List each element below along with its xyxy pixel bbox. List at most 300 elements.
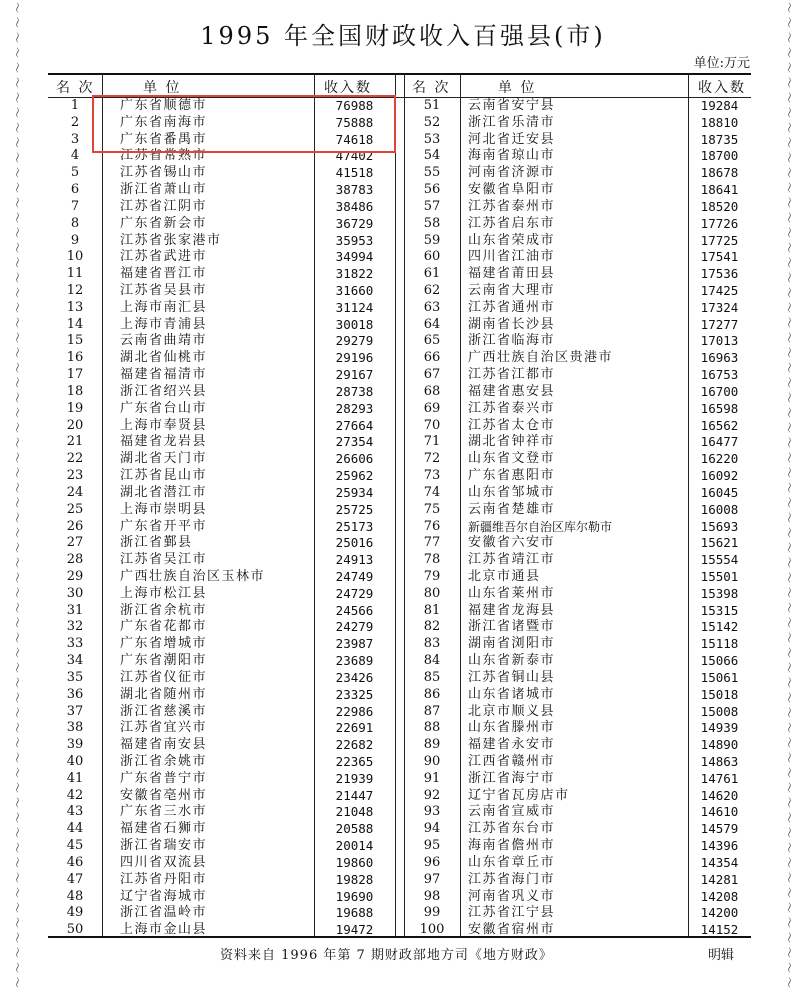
revenue-cell: 18735 <box>700 131 739 147</box>
unit-name-cell: 福建省晋江市 <box>120 266 208 282</box>
source-note: 资料来自 1996 年第 7 期财政部地方司《地方财政》 <box>220 948 553 963</box>
revenue-cell: 21939 <box>335 770 374 786</box>
table-row <box>48 401 395 418</box>
revenue-cell: 28293 <box>335 400 374 416</box>
table-row <box>48 535 395 552</box>
revenue-cell: 16477 <box>700 434 739 450</box>
table-row <box>48 872 395 889</box>
rank-cell: 64 <box>423 316 441 332</box>
table-row <box>48 317 395 334</box>
revenue-cell: 23325 <box>335 686 374 702</box>
revenue-cell: 26606 <box>335 451 374 467</box>
rank-cell: 53 <box>423 131 441 147</box>
revenue-cell: 24913 <box>335 552 374 568</box>
rank-cell: 14 <box>66 316 84 332</box>
rank-cell: 9 <box>70 232 80 248</box>
table-row <box>404 249 751 266</box>
rank-cell: 12 <box>66 283 84 299</box>
unit-name-cell: 浙江省鄞县 <box>120 535 193 551</box>
rank-cell: 59 <box>423 232 441 248</box>
revenue-cell: 38486 <box>335 198 374 214</box>
unit-name-cell: 上海市奉贤县 <box>120 417 208 433</box>
unit-name-cell: 江苏省宜兴市 <box>120 720 208 736</box>
unit-name-cell: 福建省龙岩县 <box>120 434 208 450</box>
unit-name-cell: 湖北省钟祥市 <box>468 434 556 450</box>
table-row <box>404 384 751 401</box>
unit-name-cell: 广西壮族自治区贵港市 <box>468 350 614 366</box>
revenue-cell: 25962 <box>335 468 374 484</box>
table-row <box>404 233 751 250</box>
header-rank-right: 名 次 <box>412 80 451 96</box>
revenue-cell: 14200 <box>700 905 739 921</box>
revenue-cell: 15501 <box>700 568 739 584</box>
revenue-cell: 16753 <box>700 367 739 383</box>
rank-cell: 24 <box>66 484 84 500</box>
unit-name-cell: 浙江省温岭市 <box>120 905 208 921</box>
unit-name-cell: 广东省开平市 <box>120 518 208 534</box>
table-row <box>48 418 395 435</box>
table-row <box>404 485 751 502</box>
rank-cell: 54 <box>423 148 441 164</box>
table-row <box>48 838 395 855</box>
table-row <box>404 434 751 451</box>
revenue-cell: 17726 <box>700 215 739 231</box>
unit-name-cell: 江苏省泰州市 <box>468 198 556 214</box>
revenue-cell: 75888 <box>335 114 374 130</box>
unit-name-cell: 江苏省锡山市 <box>120 165 208 181</box>
unit-name-cell: 山东省章丘市 <box>468 854 556 870</box>
rank-cell: 45 <box>66 838 84 854</box>
unit-name-cell: 江苏省常熟市 <box>120 148 208 164</box>
rank-cell: 51 <box>423 98 441 113</box>
unit-name-cell: 广东省潮阳市 <box>120 653 208 669</box>
table-row <box>48 451 395 468</box>
unit-name-cell: 湖北省潜江市 <box>120 484 208 500</box>
table-row <box>48 754 395 771</box>
unit-name-cell: 福建省南安县 <box>120 737 208 753</box>
unit-name-cell: 福建省福清市 <box>120 367 208 383</box>
revenue-cell: 17013 <box>700 333 739 349</box>
unit-name-cell: 江苏省吴县市 <box>120 283 208 299</box>
unit-name-cell: 安徽省阜阳市 <box>468 182 556 198</box>
rank-cell: 62 <box>423 283 441 299</box>
rank-cell: 85 <box>423 669 441 685</box>
revenue-cell: 15066 <box>700 653 739 669</box>
revenue-cell: 18641 <box>700 182 739 198</box>
revenue-cell: 31822 <box>335 266 374 282</box>
table-row <box>404 350 751 367</box>
unit-name-cell: 福建省惠安县 <box>468 383 556 399</box>
revenue-cell: 16963 <box>700 350 739 366</box>
header-revenue-right: 收入数 <box>698 80 746 96</box>
rank-cell: 29 <box>66 568 84 584</box>
rank-cell: 46 <box>66 854 84 870</box>
table-row <box>404 821 751 838</box>
revenue-cell: 25016 <box>335 535 374 551</box>
revenue-cell: 15398 <box>700 585 739 601</box>
unit-name-cell: 广东省顺德市 <box>120 98 208 113</box>
unit-name-cell: 山东省诸城市 <box>468 686 556 702</box>
revenue-cell: 24749 <box>335 568 374 584</box>
table-row <box>404 535 751 552</box>
table-row <box>404 737 751 754</box>
table-row <box>404 418 751 435</box>
revenue-cell: 15061 <box>700 669 739 685</box>
rank-cell: 5 <box>70 165 80 181</box>
unit-name-cell: 云南省安宁县 <box>468 98 556 113</box>
revenue-cell: 18810 <box>700 114 739 130</box>
revenue-cell: 25173 <box>335 518 374 534</box>
table-row <box>48 249 395 266</box>
table-row <box>48 233 395 250</box>
table-row <box>48 889 395 906</box>
table-row <box>48 905 395 922</box>
rank-cell: 1 <box>70 98 80 113</box>
table-row <box>404 468 751 485</box>
unit-name-cell: 江苏省武进市 <box>120 249 208 265</box>
unit-name-cell: 云南省楚雄市 <box>468 501 556 517</box>
table-row <box>48 199 395 216</box>
rank-cell: 89 <box>423 737 441 753</box>
rank-cell: 35 <box>66 669 84 685</box>
unit-name-cell: 云南省曲靖市 <box>120 333 208 349</box>
unit-name-cell: 海南省琼山市 <box>468 148 556 164</box>
unit-name-cell: 湖北省天门市 <box>120 451 208 467</box>
header-name-right: 单 位 <box>498 80 537 96</box>
revenue-cell: 35953 <box>335 232 374 248</box>
unit-name-cell: 江苏省靖江市 <box>468 552 556 568</box>
rank-cell: 47 <box>66 871 84 887</box>
unit-name-cell: 江苏省太仓市 <box>468 417 556 433</box>
rank-cell: 42 <box>66 787 84 803</box>
table-row <box>404 266 751 283</box>
header-rank-left: 名 次 <box>56 80 95 96</box>
table-row <box>48 670 395 687</box>
revenue-cell: 23987 <box>335 636 374 652</box>
rank-cell: 72 <box>423 451 441 467</box>
unit-name-cell: 安徽省六安市 <box>468 535 556 551</box>
unit-name-cell: 广西壮族自治区玉林市 <box>120 568 266 584</box>
rank-cell: 3 <box>70 131 80 147</box>
unit-name-cell: 河南省济源市 <box>468 165 556 181</box>
revenue-cell: 27354 <box>335 434 374 450</box>
revenue-cell: 18678 <box>700 165 739 181</box>
rank-cell: 20 <box>66 417 84 433</box>
rank-cell: 63 <box>423 299 441 315</box>
unit-name-cell: 河南省巩义市 <box>468 888 556 904</box>
table-row <box>404 872 751 889</box>
unit-name-cell: 浙江省绍兴县 <box>120 383 208 399</box>
table-row <box>404 451 751 468</box>
revenue-cell: 41518 <box>335 165 374 181</box>
table-row <box>404 855 751 872</box>
unit-name-cell: 福建省龙海县 <box>468 602 556 618</box>
rank-cell: 97 <box>423 871 441 887</box>
unit-name-cell: 江苏省江阴市 <box>120 198 208 214</box>
rank-cell: 92 <box>423 787 441 803</box>
revenue-cell: 14939 <box>700 720 739 736</box>
table-row <box>48 720 395 737</box>
revenue-cell: 29196 <box>335 350 374 366</box>
revenue-cell: 14354 <box>700 854 739 870</box>
unit-name-cell: 浙江省萧山市 <box>120 182 208 198</box>
rank-cell: 36 <box>66 686 84 702</box>
rank-cell: 57 <box>423 198 441 214</box>
unit-name-cell: 浙江省慈溪市 <box>120 703 208 719</box>
unit-name-cell: 上海市崇明县 <box>120 501 208 517</box>
rank-cell: 34 <box>66 653 84 669</box>
table-row <box>48 283 395 300</box>
rank-cell: 37 <box>66 703 84 719</box>
rank-cell: 78 <box>423 552 441 568</box>
revenue-cell: 25725 <box>335 501 374 517</box>
unit-name-cell: 江苏省丹阳市 <box>120 871 208 887</box>
rank-cell: 99 <box>423 905 441 921</box>
table-row <box>48 636 395 653</box>
table-row <box>404 401 751 418</box>
revenue-cell: 34994 <box>335 249 374 265</box>
unit-name-cell: 辽宁省瓦房店市 <box>468 787 570 803</box>
revenue-cell: 29279 <box>335 333 374 349</box>
rank-cell: 71 <box>423 434 441 450</box>
table-row <box>48 804 395 821</box>
revenue-cell: 76988 <box>335 98 374 113</box>
table-row <box>404 603 751 620</box>
revenue-cell: 19284 <box>700 98 739 113</box>
table-row <box>404 636 751 653</box>
revenue-cell: 20588 <box>335 821 374 837</box>
rank-cell: 50 <box>66 922 84 938</box>
table-row <box>404 283 751 300</box>
table-row <box>48 434 395 451</box>
unit-name-cell: 浙江省瑞安市 <box>120 838 208 854</box>
rank-cell: 32 <box>66 619 84 635</box>
unit-name-cell: 辽宁省海城市 <box>120 888 208 904</box>
rank-cell: 98 <box>423 888 441 904</box>
rank-cell: 41 <box>66 770 84 786</box>
revenue-cell: 27664 <box>335 417 374 433</box>
revenue-cell: 17541 <box>700 249 739 265</box>
unit-name-cell: 江苏省吴江市 <box>120 552 208 568</box>
revenue-cell: 22986 <box>335 703 374 719</box>
revenue-cell: 15018 <box>700 686 739 702</box>
table-row <box>48 165 395 182</box>
revenue-cell: 16598 <box>700 400 739 416</box>
rank-cell: 80 <box>423 585 441 601</box>
table-row <box>404 704 751 721</box>
revenue-cell: 19690 <box>335 888 374 904</box>
unit-name-cell: 江苏省昆山市 <box>120 468 208 484</box>
revenue-cell: 17277 <box>700 316 739 332</box>
table-row <box>48 771 395 788</box>
revenue-cell: 28738 <box>335 383 374 399</box>
rank-cell: 44 <box>66 821 84 837</box>
rank-cell: 79 <box>423 568 441 584</box>
page-title: 1995 年全国财政收入百强县(市) <box>200 22 606 50</box>
unit-name-cell: 上海市金山县 <box>120 922 208 938</box>
unit-name-cell: 安徽省亳州市 <box>120 787 208 803</box>
unit-name-cell: 江苏省铜山县 <box>468 669 556 685</box>
unit-name-cell: 湖南省浏阳市 <box>468 636 556 652</box>
table-row <box>404 502 751 519</box>
rank-cell: 49 <box>66 905 84 921</box>
unit-label: 单位:万元 <box>693 56 750 71</box>
table-row <box>404 148 751 165</box>
rank-cell: 13 <box>66 299 84 315</box>
rank-cell: 75 <box>423 501 441 517</box>
unit-name-cell: 四川省江油市 <box>468 249 556 265</box>
rank-cell: 58 <box>423 215 441 231</box>
table-row <box>48 216 395 233</box>
revenue-cell: 30018 <box>335 316 374 332</box>
table-row <box>404 300 751 317</box>
table-row <box>404 519 751 536</box>
rank-cell: 70 <box>423 417 441 433</box>
table-row <box>48 653 395 670</box>
table-row <box>48 687 395 704</box>
revenue-cell: 15554 <box>700 552 739 568</box>
revenue-cell: 14863 <box>700 753 739 769</box>
right-border-decoration: 〜 〜 〜 〜 〜 〜 〜 〜 〜 〜 〜 〜 〜 〜 〜 〜 〜 〜 〜 〜 〜 〜 〜 〜 〜 〜 〜 〜 〜 〜 〜 〜 〜 〜 〜 〜 〜 〜 〜 〜 〜 〜 〜 〜 〜 〜 〜 〜 〜 〜 〜 〜 〜 〜 〜 〜 〜 〜 〜 〜 〜 〜 〜 〜 〜 〜 <box>782 2 796 988</box>
table-row <box>48 350 395 367</box>
unit-name-cell: 江苏省东台市 <box>468 821 556 837</box>
table-row <box>48 603 395 620</box>
rank-cell: 22 <box>66 451 84 467</box>
rank-cell: 28 <box>66 552 84 568</box>
unit-name-cell: 山东省文登市 <box>468 451 556 467</box>
rank-cell: 90 <box>423 753 441 769</box>
table-row <box>404 317 751 334</box>
revenue-cell: 16562 <box>700 417 739 433</box>
unit-name-cell: 广东省惠阳市 <box>468 468 556 484</box>
rank-cell: 84 <box>423 653 441 669</box>
rank-cell: 77 <box>423 535 441 551</box>
revenue-cell: 36729 <box>335 215 374 231</box>
revenue-cell: 14152 <box>700 922 739 938</box>
revenue-cell: 18700 <box>700 148 739 164</box>
table-row <box>404 653 751 670</box>
rank-cell: 66 <box>423 350 441 366</box>
revenue-cell: 14761 <box>700 770 739 786</box>
table-row <box>404 552 751 569</box>
rank-cell: 19 <box>66 400 84 416</box>
unit-name-cell: 福建省莆田县 <box>468 266 556 282</box>
revenue-cell: 15621 <box>700 535 739 551</box>
rank-cell: 68 <box>423 383 441 399</box>
revenue-cell: 15008 <box>700 703 739 719</box>
unit-name-cell: 江苏省江都市 <box>468 367 556 383</box>
table-row <box>48 737 395 754</box>
revenue-cell: 19688 <box>335 905 374 921</box>
unit-name-cell: 上海市松江县 <box>120 585 208 601</box>
unit-name-cell: 江苏省仪征市 <box>120 669 208 685</box>
table-row <box>48 855 395 872</box>
rank-cell: 93 <box>423 804 441 820</box>
unit-name-cell: 浙江省乐清市 <box>468 114 556 130</box>
table-row <box>404 216 751 233</box>
unit-name-cell: 上海市南汇县 <box>120 299 208 315</box>
unit-name-cell: 北京市通县 <box>468 568 541 584</box>
unit-name-cell: 江苏省江宁县 <box>468 905 556 921</box>
rank-cell: 31 <box>66 602 84 618</box>
revenue-cell: 31660 <box>335 283 374 299</box>
unit-name-cell: 广东省台山市 <box>120 400 208 416</box>
unit-name-cell: 安徽省宿州市 <box>468 922 556 938</box>
unit-name-cell: 上海市青浦县 <box>120 316 208 332</box>
table-row <box>48 569 395 586</box>
rank-cell: 10 <box>66 249 84 265</box>
table-row <box>404 199 751 216</box>
rank-cell: 30 <box>66 585 84 601</box>
revenue-cell: 15118 <box>700 636 739 652</box>
table-row <box>404 687 751 704</box>
table-row <box>404 367 751 384</box>
rank-cell: 76 <box>423 518 441 534</box>
unit-name-cell: 广东省普宁市 <box>120 770 208 786</box>
rank-cell: 25 <box>66 501 84 517</box>
rank-cell: 60 <box>423 249 441 265</box>
rank-cell: 17 <box>66 367 84 383</box>
rank-cell: 16 <box>66 350 84 366</box>
unit-name-cell: 浙江省海宁市 <box>468 770 556 786</box>
revenue-cell: 16045 <box>700 484 739 500</box>
table-row <box>404 838 751 855</box>
unit-name-cell: 北京市顺义县 <box>468 703 556 719</box>
rank-cell: 95 <box>423 838 441 854</box>
rank-cell: 15 <box>66 333 84 349</box>
rank-cell: 6 <box>70 182 80 198</box>
revenue-cell: 14208 <box>700 888 739 904</box>
rank-cell: 43 <box>66 804 84 820</box>
rank-cell: 11 <box>66 266 84 282</box>
unit-name-cell: 江西省赣州市 <box>468 753 556 769</box>
unit-name-cell: 浙江省余杭市 <box>120 602 208 618</box>
revenue-cell: 21048 <box>335 804 374 820</box>
unit-name-cell: 湖北省随州市 <box>120 686 208 702</box>
unit-name-cell: 山东省荣成市 <box>468 232 556 248</box>
table-row <box>48 519 395 536</box>
rank-cell: 8 <box>70 215 80 231</box>
table-row <box>48 704 395 721</box>
revenue-cell: 23689 <box>335 653 374 669</box>
table-row <box>48 384 395 401</box>
revenue-cell: 22691 <box>335 720 374 736</box>
revenue-table <box>48 73 751 938</box>
revenue-cell: 24729 <box>335 585 374 601</box>
revenue-cell: 14281 <box>700 871 739 887</box>
table-row <box>48 468 395 485</box>
table-row <box>48 619 395 636</box>
unit-name-cell: 广东省南海市 <box>120 114 208 130</box>
unit-name-cell: 山东省莱州市 <box>468 585 556 601</box>
revenue-cell: 14579 <box>700 821 739 837</box>
revenue-cell: 16092 <box>700 468 739 484</box>
table-row <box>404 771 751 788</box>
rank-cell: 83 <box>423 636 441 652</box>
rank-cell: 39 <box>66 737 84 753</box>
revenue-cell: 38783 <box>335 182 374 198</box>
rank-cell: 40 <box>66 753 84 769</box>
rank-cell: 2 <box>70 114 80 130</box>
header-revenue-left: 收入数 <box>324 80 372 96</box>
rank-cell: 52 <box>423 114 441 130</box>
unit-name-cell: 山东省新泰市 <box>468 653 556 669</box>
top-three-highlight-box <box>92 95 396 153</box>
table-row <box>48 266 395 283</box>
rank-cell: 33 <box>66 636 84 652</box>
unit-name-cell: 湖南省长沙县 <box>468 316 556 332</box>
unit-name-cell: 云南省大理市 <box>468 283 556 299</box>
